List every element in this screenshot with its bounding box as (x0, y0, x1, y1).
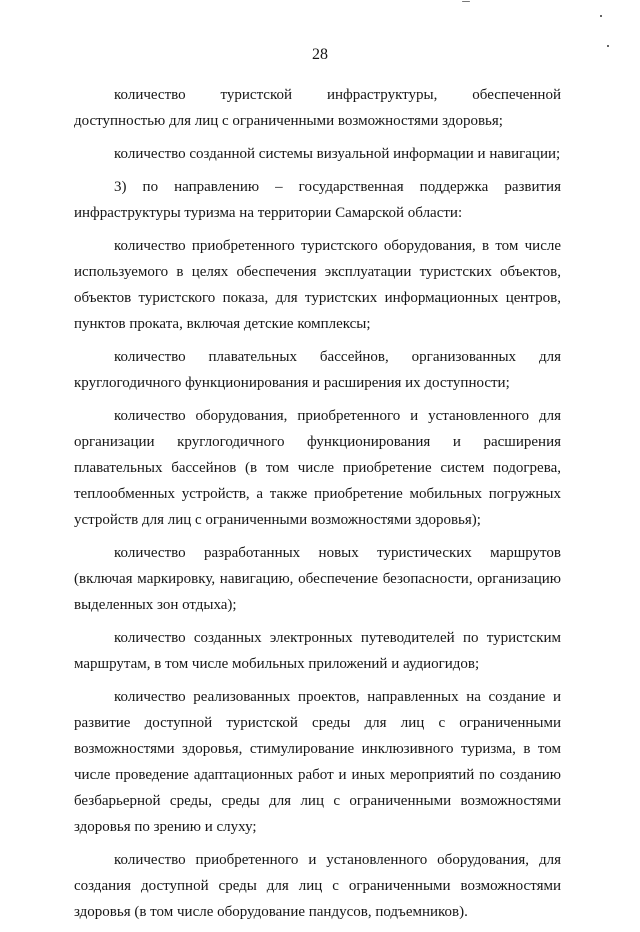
paragraph: количество приобретенного туристского оборудования, в том числе используемого в целях обеспечения эксплуатации туристских объектов, объектов туристского показа, для туристских информационных центров, пунктов проката, включая детские комплексы; (74, 238, 561, 332)
paragraph: количество созданных электронных путеводителей по туристским маршрутам, в том числе мобильных приложений и аудиогидов; (74, 630, 561, 672)
paragraph: количество разработанных новых туристических маршрутов (включая маркировку, навигацию, обеспечение безопасности, организацию выделенных зон отдыха); (74, 545, 561, 613)
paragraph: количество плавательных бассейнов, организованных для круглогодичного функционирования и расширения их доступности; (74, 349, 561, 391)
paragraph: количество созданной системы визуальной информации и навигации; (114, 146, 561, 162)
paragraph: 3) по направлению – государственная поддержка развития инфраструктуры туризма на территории Самарской области: (74, 179, 561, 221)
paragraph: количество реализованных проектов, направленных на создание и развитие доступной туристской среды для лиц с ограниченными возможностями здоровья, стимулирование инклюзивного туризма, в том числе проведение адаптационных работ и иных мероприятий по созданию безбарьерной среды, среды для лиц с ограниченными возможностями здоровья по зрению и слуху; (74, 689, 561, 835)
paragraph: количество оборудования, приобретенного и установленного для организации круглогодичного функционирования и расширения плавательных бассейнов (в том числе приобретение систем подогрева, теплообменных устройств, а также приобретение мобильных погружных устройств для лиц с ограниченными возможностями здоровья); (74, 408, 561, 528)
paragraph: количество туристской инфраструктуры, обеспеченной доступностью для лиц с ограниченными возможностями здоровья; (74, 87, 561, 129)
document-body (74, 82, 561, 932)
page-number: 28 (312, 46, 328, 63)
scan-speck (600, 15, 602, 17)
paragraph: количество приобретенного и установленного оборудования, для создания доступной среды для лиц с ограниченными возможностями здоровья (в том числе оборудование пандусов, подъемников). (74, 852, 561, 920)
scan-speck (462, 1, 470, 2)
